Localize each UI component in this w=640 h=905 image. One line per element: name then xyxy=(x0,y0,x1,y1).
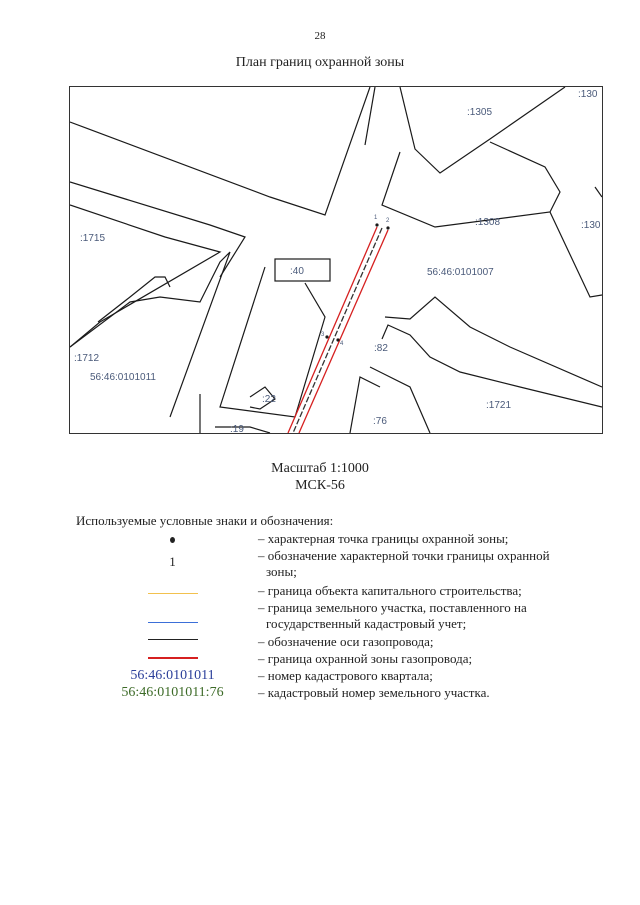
point-dot-icon xyxy=(170,537,175,543)
legend-desc: – номер кадастрового квартала; xyxy=(258,668,433,683)
parcel-1712 xyxy=(70,252,230,417)
legend-desc xyxy=(258,600,618,632)
quarter-label-1011: 56:46:0101011 xyxy=(90,372,156,383)
page-number: 28 xyxy=(314,30,326,42)
point-label-1: 1 xyxy=(374,215,378,221)
legend-desc-line: – граница земельного участка, поставленного на xyxy=(258,600,527,615)
legend-desc xyxy=(258,548,618,580)
parcel-label-1712: :1712 xyxy=(74,353,100,364)
parcel-label-82: :82 xyxy=(374,343,388,354)
parcel-label-1308: :1308 xyxy=(475,217,501,228)
legend-desc: – обозначение оси газопровода; xyxy=(258,634,434,649)
parcel-label-1715: :1715 xyxy=(80,233,106,244)
legend-desc-line: – обозначение характерной точки границы охранной xyxy=(258,548,550,563)
legend-desc: – граница объекта капитального строительства; xyxy=(258,583,522,598)
legend-symbol-number: 1 xyxy=(169,554,176,569)
red-line-icon xyxy=(148,657,198,659)
parcel-label-19: :19 xyxy=(230,424,244,433)
map-title: План границ охранной зоны xyxy=(235,55,405,70)
parcel-label-76: :76 xyxy=(373,416,387,427)
legend-title: Используемые условные знаки и обозначения: xyxy=(76,513,334,528)
legend-symbol-dot xyxy=(90,531,255,547)
scale-block xyxy=(0,460,640,494)
cadastral-map xyxy=(69,86,603,434)
protection-zone xyxy=(288,227,388,433)
legend-desc: – характерная точка границы охранной зоны; xyxy=(258,531,509,546)
parcel-1715-inner xyxy=(98,277,170,322)
road-edge-lower xyxy=(70,182,245,277)
building-1305 xyxy=(400,87,565,173)
black-line-icon xyxy=(148,639,198,640)
crs-text: МСК-56 xyxy=(295,478,345,493)
parcel-label-1305: :1305 xyxy=(467,107,493,118)
point-label-2: 2 xyxy=(386,218,390,224)
map-canvas xyxy=(70,87,602,433)
zone-left-boundary xyxy=(288,227,377,433)
parcel-number-sample: 56:46:0101011:76 xyxy=(121,685,224,700)
quarter-1007-boundary xyxy=(385,297,602,387)
quarter-label-1007: 56:46:0101007 xyxy=(427,267,494,278)
parcel-1308 xyxy=(382,142,560,227)
yellow-line-icon xyxy=(148,593,198,594)
legend-desc-line: зоны; xyxy=(266,564,297,579)
parcel-1715 xyxy=(70,205,220,347)
parcel-label-1308-b: :130 xyxy=(581,220,601,231)
parcel-1308-edge xyxy=(595,187,602,197)
point-label-3: 3 xyxy=(321,332,325,338)
parcel-label-1721: :1721 xyxy=(486,400,512,411)
parcel-82 xyxy=(382,325,602,407)
legend-desc: – граница охранной зоны газопровода; xyxy=(258,651,473,666)
quarter-number-sample: 56:46:0101011 xyxy=(130,668,215,683)
legend-desc: – кадастровый номер земельного участка. xyxy=(258,685,490,700)
zone-right-boundary xyxy=(299,230,388,433)
blue-line-icon xyxy=(148,622,198,623)
legend-desc-line: государственный кадастровый учет; xyxy=(266,616,467,631)
parcel-label-40: :40 xyxy=(290,266,304,277)
point-label-4: 4 xyxy=(340,341,344,347)
parcel-label-22: :22 xyxy=(262,394,276,405)
scale-text: Масштаб 1:1000 xyxy=(271,461,369,476)
parcel-label-1301: :130 xyxy=(578,89,598,100)
